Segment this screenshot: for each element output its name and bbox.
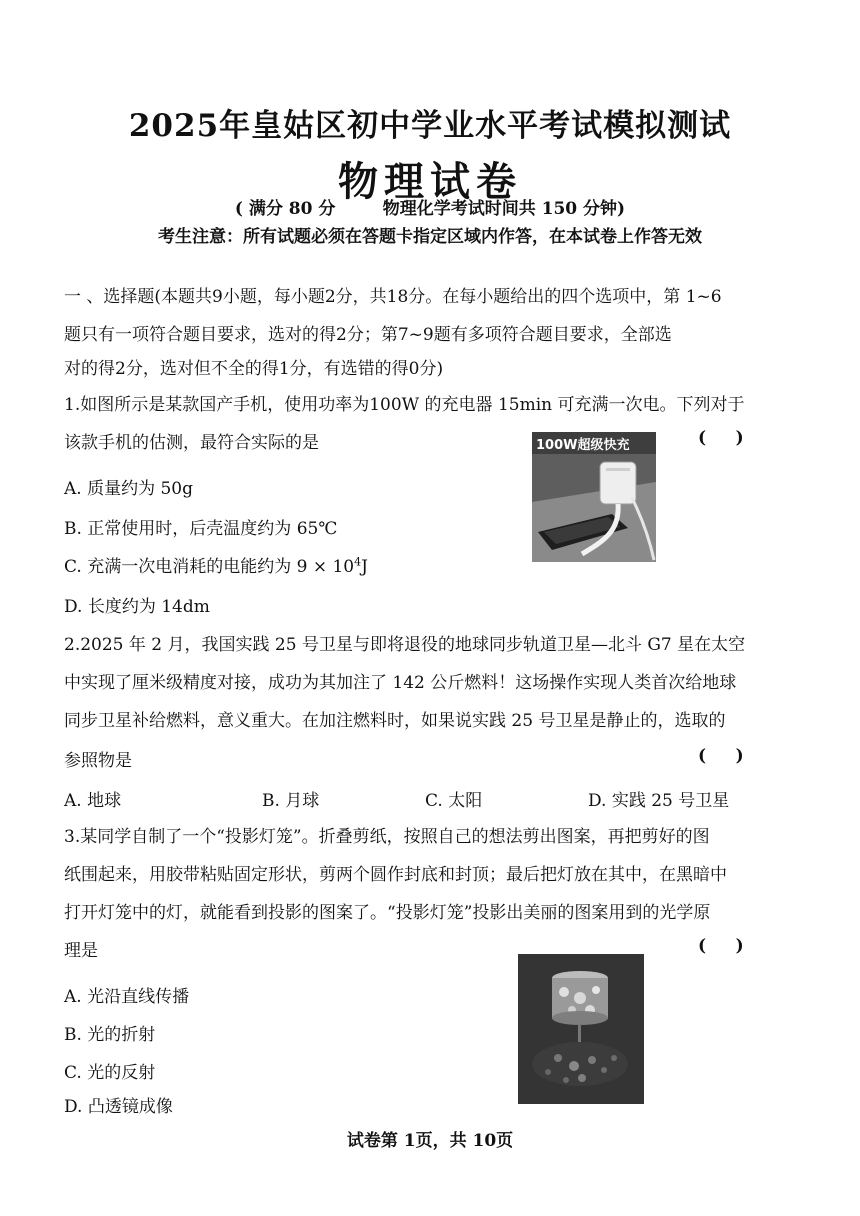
q2-option-d: D. 实践 25 号卫星 bbox=[588, 791, 730, 811]
q1-answer-paren: ( ) bbox=[698, 428, 744, 448]
q1-option-a: A. 质量约为 50g bbox=[64, 479, 194, 499]
q3-stem-line: 理是 bbox=[64, 941, 98, 961]
q3-option-d: D. 凸透镜成像 bbox=[64, 1097, 173, 1117]
score-info: ( 满分 80 分 物理化学考试时间共 150 分钟) bbox=[234, 199, 626, 219]
q1-option-c: C. 充满一次电消耗的电能约为 $9 \times 10^4J$ bbox=[64, 555, 368, 577]
phone-charger-photo bbox=[532, 432, 656, 562]
exam-title: 2025年皇姑区初中学业水平考试模拟测试 bbox=[128, 108, 732, 144]
q1-option-d: D. 长度约为 14dm bbox=[64, 597, 210, 617]
q3-answer-paren: ( ) bbox=[698, 936, 744, 956]
q3-stem-line: 3.某同学自制了一个“投影灯笼”。折叠剪纸，按照自己的想法剪出图案，再把剪好的图 bbox=[64, 827, 710, 847]
section-intro-line: 题只有一项符合题目要求，选对的得2分；第7~9题有多项符合题目要求，全部选 bbox=[64, 325, 672, 345]
q2-stem-line: 中实现了厘米级精度对接，成功为其加注了 142 公斤燃料！这场操作实现人类首次给地球 bbox=[64, 673, 737, 693]
page-footer: 试卷第 1页，共 10页 bbox=[346, 1131, 514, 1151]
q3-stem-line: 打开灯笼中的灯，就能看到投影的图案了。“投影灯笼”投影出美丽的图案用到的光学原 bbox=[64, 903, 711, 923]
q2-answer-paren: ( ) bbox=[698, 746, 744, 766]
subject-title: 物理试卷 bbox=[338, 158, 522, 205]
q1-option-b: B. 正常使用时，后壳温度约为 65℃ bbox=[64, 519, 338, 539]
q3-option-a: A. 光沿直线传播 bbox=[64, 987, 190, 1007]
q3-option-b: B. 光的折射 bbox=[64, 1025, 156, 1045]
section-intro-line: 一 、选择题(本题共9小题，每小题2分，共18分。在每小题给出的四个选项中，第 1~6 bbox=[64, 287, 722, 307]
q2-option-a: A. 地球 bbox=[64, 791, 122, 811]
lantern-illustration bbox=[518, 954, 644, 1104]
q1-stem-line: 该款手机的估测，最符合实际的是 bbox=[64, 433, 319, 453]
q2-stem-line: 同步卫星补给燃料，意义重大。在加注燃料时，如果说实践 25 号卫星是静止的，选取的 bbox=[64, 711, 726, 731]
exam-notice: 考生注意：所有试题必须在答题卡指定区域内作答，在本试卷上作答无效 bbox=[158, 227, 702, 247]
lantern-photo bbox=[518, 954, 644, 1104]
q3-option-c: C. 光的反射 bbox=[64, 1063, 156, 1083]
section-intro-line: 对的得2分，选对但不全的得1分，有选错的得0分) bbox=[64, 359, 444, 379]
q2-stem-line: 2.2025 年 2 月，我国实践 25 号卫星与即将退役的地球同步轨道卫星—北斗 G7 星在太空 bbox=[64, 635, 746, 655]
q2-option-c: C. 太阳 bbox=[425, 791, 483, 811]
q3-stem-line: 纸围起来，用胶带粘贴固定形状，剪两个圆作封底和封顶；最后把灯放在其中，在黑暗中 bbox=[64, 865, 727, 885]
q2-option-b: B. 月球 bbox=[262, 791, 320, 811]
q1-stem-line: 1.如图所示是某款国产手机，使用功率为100W 的充电器 15min 可充满一次电。下列对于 bbox=[64, 395, 745, 415]
q2-stem-line: 参照物是 bbox=[64, 751, 132, 771]
photo-caption: 100W超级快充 bbox=[536, 438, 630, 453]
